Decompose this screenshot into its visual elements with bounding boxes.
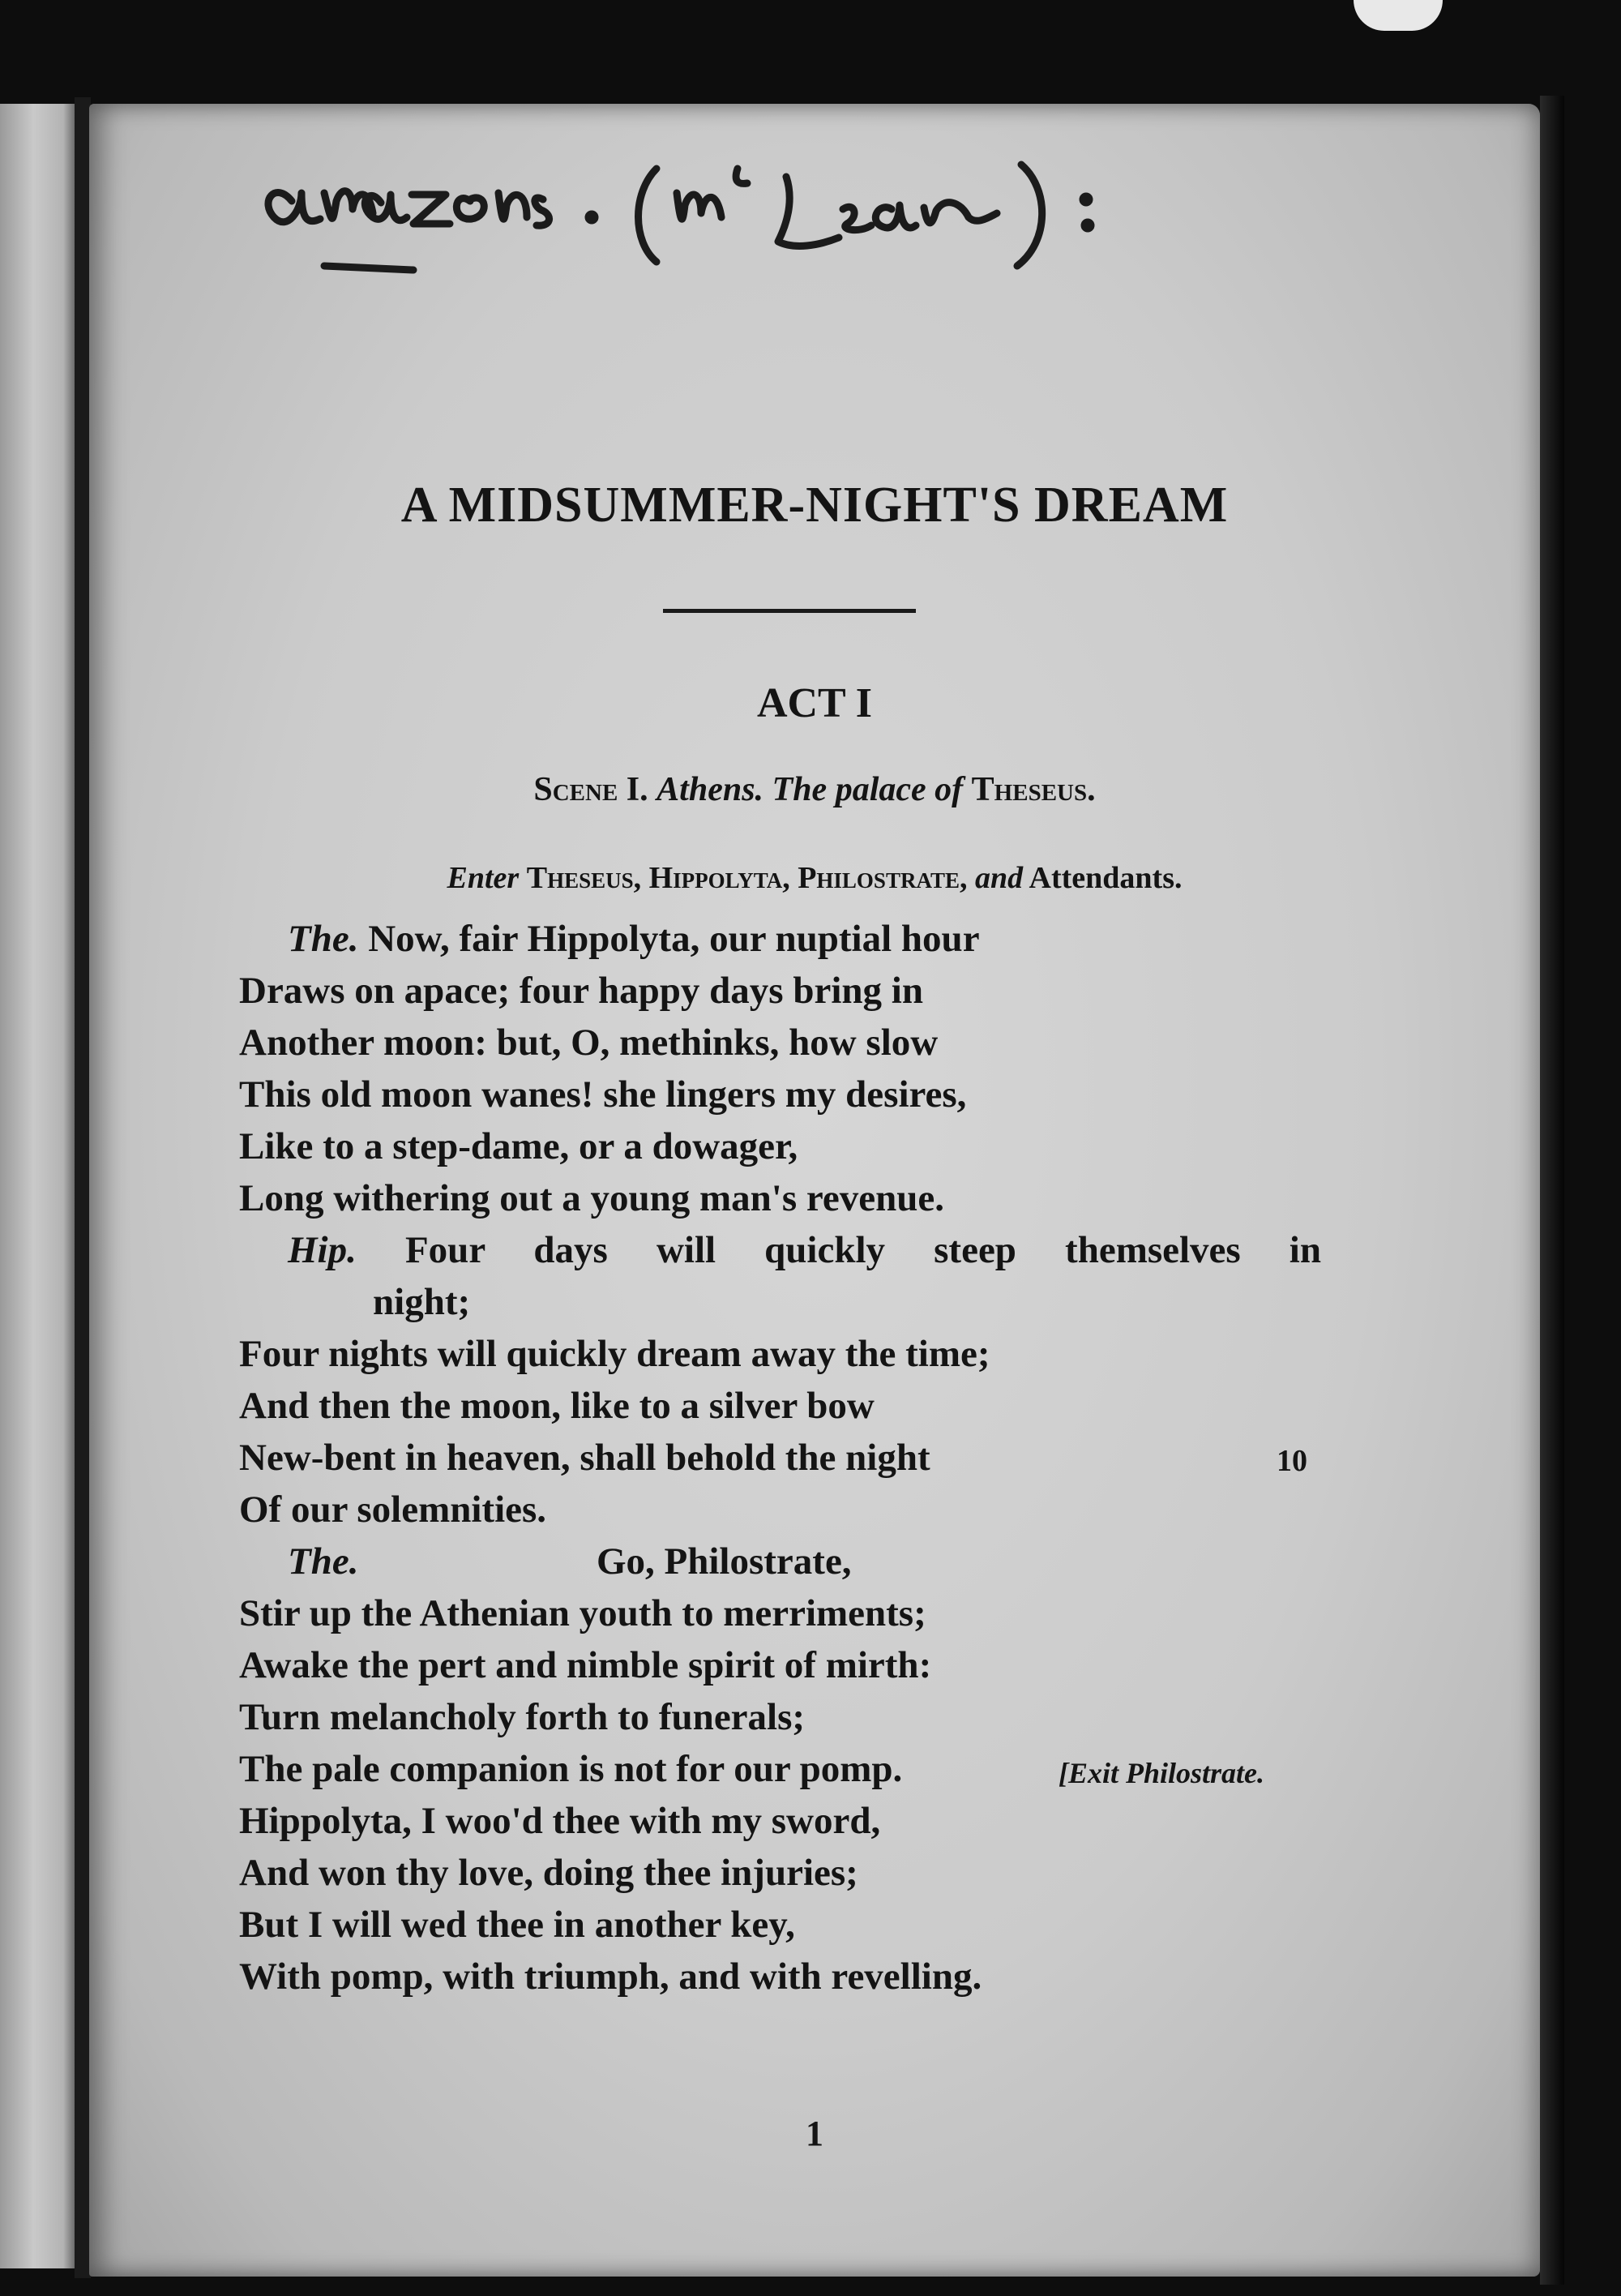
verse-line-11: Of our solemnities. bbox=[239, 1489, 547, 1531]
verse-line-3: Another moon: but, O, methinks, how slow bbox=[239, 1022, 939, 1064]
act-heading: ACT I bbox=[756, 680, 873, 726]
verse-line-5: Like to a step-dame, or a dowager, bbox=[239, 1125, 798, 1167]
verse-line-7 bbox=[288, 1228, 1321, 1272]
verse-line-20: With pomp, with triumph, and with revelling. bbox=[239, 1955, 982, 1998]
scene-setting-name: Theseus. bbox=[971, 771, 1096, 808]
speaker-tag: Hip. bbox=[288, 1229, 357, 1271]
verse-line-14: Awake the pert and nimble spirit of mirth: bbox=[239, 1644, 932, 1686]
verse-line-2: Draws on apace; four happy days bring in bbox=[239, 970, 923, 1012]
speaker-tag: The. bbox=[288, 918, 359, 960]
verse-line-4: This old moon wanes! she lingers my desires, bbox=[239, 1073, 967, 1116]
scan-artifact bbox=[1354, 0, 1443, 31]
verse-text: Now, fair Hippolyta, our nuptial hour bbox=[368, 918, 980, 960]
verse-line-13: Stir up the Athenian youth to merriments; bbox=[239, 1592, 926, 1634]
verse-line-19: But I will wed thee in another key, bbox=[239, 1904, 795, 1946]
verse-text: Four days will quickly steep themselves in bbox=[404, 1229, 1321, 1271]
book-spine bbox=[0, 104, 75, 2268]
stage-names: Theseus, Hippolyta, Philostrate, bbox=[526, 861, 968, 895]
verse-line-9: And then the moon, like to a silver bow bbox=[239, 1385, 875, 1427]
verse-line-7-continued: night; bbox=[373, 1281, 471, 1323]
verse-line-17: Hippolyta, I woo'd thee with my sword, bbox=[239, 1800, 881, 1842]
page-edge-shadow bbox=[1540, 96, 1564, 2285]
verse-line-6: Long withering out a young man's revenue. bbox=[239, 1177, 945, 1219]
verse-line-16: The pale companion is not for our pomp. bbox=[239, 1748, 903, 1790]
line-number: 10 bbox=[1277, 1444, 1307, 1478]
exit-direction: [Exit Philostrate. bbox=[1059, 1757, 1265, 1789]
verse-text: Go, Philostrate, bbox=[596, 1540, 852, 1583]
stage-attendants: Attendants. bbox=[1029, 861, 1183, 895]
speaker-tag: The. bbox=[288, 1540, 359, 1583]
verse-line-1 bbox=[288, 917, 980, 961]
title-rule bbox=[663, 609, 916, 613]
verse-line-10: New-bent in heaven, shall behold the night bbox=[239, 1437, 930, 1479]
page-number: 1 bbox=[806, 2114, 823, 2153]
book-page bbox=[89, 104, 1540, 2277]
scene-place: Athens. bbox=[657, 771, 764, 808]
scene-setting-of: of bbox=[935, 771, 964, 808]
scene-label: Scene I. bbox=[533, 771, 648, 808]
stage-direction-enter bbox=[89, 860, 1540, 896]
verse-line-12 bbox=[288, 1540, 852, 1583]
handwritten-annotation bbox=[89, 104, 1540, 315]
stage-enter: Enter bbox=[447, 861, 520, 895]
gutter bbox=[75, 97, 91, 2278]
scene-heading bbox=[89, 770, 1540, 809]
verse-line-18: And won thy love, doing thee injuries; bbox=[239, 1852, 858, 1894]
play-title: A MIDSUMMER-NIGHT'S DREAM bbox=[400, 478, 1229, 533]
stage-and: and bbox=[974, 861, 1024, 895]
verse-line-8: Four nights will quickly dream away the time; bbox=[239, 1333, 990, 1375]
verse-line-15: Turn melancholy forth to funerals; bbox=[239, 1696, 806, 1738]
scene-setting: The palace bbox=[772, 771, 926, 808]
